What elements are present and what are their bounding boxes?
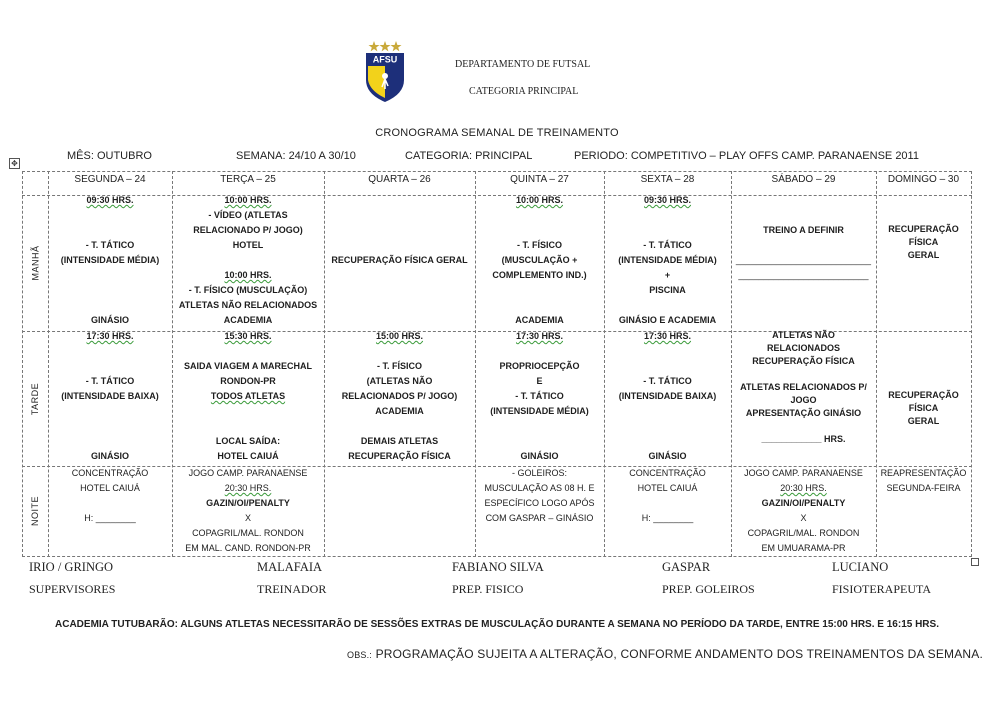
cell-noite-segunda: CONCENTRAÇÃO HOTEL CAIUÁ H: ________ bbox=[71, 468, 149, 523]
category-info: CATEGORIA: PRINCIPAL bbox=[405, 150, 533, 162]
day-header-segunda: SEGUNDA – 24 bbox=[74, 174, 146, 185]
week-info: SEMANA: 24/10 A 30/10 bbox=[236, 150, 356, 162]
training-schedule-table bbox=[22, 171, 972, 557]
month-info: MÊS: OUTUBRO bbox=[67, 150, 152, 162]
cell-tarde-sexta: 17:30 HRS. - T. TÁTICO (INTENSIDADE BAIXA) GINÁSIO bbox=[618, 331, 717, 461]
cell-manha-domingo: RECUPERAÇÃO FÍSICA GERAL bbox=[888, 224, 959, 260]
cell-noite-domingo: REAPRESENTAÇÃO SEGUNDA-FEIRA bbox=[880, 468, 967, 493]
staff-role-fisioterapeuta: FISIOTERAPEUTA bbox=[832, 582, 932, 596]
staff-name-prep-fisico: FABIANO SILVA bbox=[452, 560, 544, 574]
cell-noite-quinta: - GOLEIROS: MUSCULAÇÃO AS 08 H. E ESPECÍFICO LOGO APÓS COM GASPAR – GINÁSIO bbox=[484, 468, 595, 523]
day-header-sabado: SÁBADO – 29 bbox=[771, 174, 836, 185]
staff-role-supervisores: SUPERVISORES bbox=[29, 582, 116, 596]
day-header-quarta: QUARTA – 26 bbox=[368, 174, 431, 185]
table-resize-handle[interactable] bbox=[971, 558, 979, 566]
cell-tarde-sabado: ATLETAS NÃO RELACIONADOS RECUPERAÇÃO FÍSICA ATLETAS RELACIONADOS P/ JOGO APRESENTAÇÃO GINÁSIO ____________ HRS. bbox=[740, 330, 867, 444]
cell-tarde-quarta: 15:00 HRS. - T. FÍSICO (ATLETAS NÃO RELACIONADOS P/ JOGO) ACADEMIA DEMAIS ATLETAS RECUPERAÇÃO FÍSICA bbox=[341, 331, 458, 461]
day-header-quinta: QUINTA – 27 bbox=[510, 174, 569, 185]
department-heading: DEPARTAMENTO DE FUTSAL bbox=[455, 59, 591, 70]
cell-manha-segunda: 09:30 HRS. - T. TÁTICO (INTENSIDADE MÉDIA) GINÁSIO bbox=[60, 195, 160, 325]
cell-manha-sexta: 09:30 HRS. - T. TÁTICO (INTENSIDADE MÉDIA) + PISCINA GINÁSIO E ACADEMIA bbox=[618, 195, 717, 325]
cell-manha-terca: 10:00 HRS. - VÍDEO (ATLETAS RELACIONADO P/ JOGO) HOTEL 10:00 HRS. - T. FÍSICO (MUSCULAÇÃO) ATLETAS NÃO RELACIONADOS ACADEMIA bbox=[178, 195, 318, 325]
staff-name-supervisores: IRIO / GRINGO bbox=[29, 560, 114, 574]
staff-role-prep-fisico: PREP. FISICO bbox=[452, 582, 524, 596]
category-heading: CATEGORIA PRINCIPAL bbox=[469, 86, 579, 97]
obs-label: OBS.: bbox=[347, 650, 373, 660]
staff-role-prep-goleiros: PREP. GOLEIROS bbox=[662, 582, 755, 596]
cell-tarde-segunda: 17:30 HRS. - T. TÁTICO (INTENSIDADE BAIXA) GINÁSIO bbox=[61, 331, 159, 461]
obs-note bbox=[347, 647, 983, 661]
star-icon bbox=[391, 41, 402, 51]
period-label-noite: NOITE bbox=[30, 495, 41, 527]
day-header-sexta: SEXTA – 28 bbox=[640, 174, 695, 185]
obs-text: PROGRAMAÇÃO SUJEITA A ALTERAÇÃO, CONFORME ANDAMENTO DOS TREINAMENTOS DA SEMANA. bbox=[375, 647, 984, 661]
svg-text:AFSU: AFSU bbox=[372, 54, 398, 65]
cell-manha-quinta: 10:00 HRS. - T. FÍSICO (MUSCULAÇÃO + COMPLEMENTO IND.) ACADEMIA bbox=[492, 195, 587, 325]
cell-tarde-terca: 15:30 HRS. SAIDA VIAGEM A MARECHAL RONDON-PR TODOS ATLETAS LOCAL SAÍDA: HOTEL CAIUÁ bbox=[184, 331, 312, 461]
cell-noite-sexta: CONCENTRAÇÃO HOTEL CAIUÁ H: ________ bbox=[629, 468, 706, 523]
staff-name-prep-goleiros: GASPAR bbox=[662, 560, 711, 574]
staff-name-fisioterapeuta: LUCIANO bbox=[832, 560, 889, 574]
cell-manha-sabado: TREINO A DEFINIR ___________________________ __________________________ bbox=[735, 225, 872, 280]
day-header-domingo: DOMINGO – 30 bbox=[887, 174, 960, 185]
table-move-handle-icon[interactable]: ✥ bbox=[9, 158, 20, 169]
cell-noite-terca: JOGO CAMP. PARANAENSE 20:30 HRS. GAZIN/OI/PENALTY X COPAGRIL/MAL. RONDON EM MAL. CAND. RONDON-PR bbox=[185, 468, 311, 553]
cell-manha-quarta: RECUPERAÇÃO FÍSICA GERAL bbox=[331, 255, 468, 265]
staff-role-treinador: TREINADOR bbox=[257, 582, 327, 596]
academia-note: ACADEMIA TUTUBARÃO: ALGUNS ATLETAS NECESSITARÃO DE SESSÕES EXTRAS DE MUSCULAÇÃO DURANTE A SEMANA NO PERÍODO DA TARDE, ENTRE 15:00 HRS. E 16:15 HRS. bbox=[55, 619, 939, 630]
period-info: PERIODO: COMPETITIVO – PLAY OFFS CAMP. PARANAENSE 2011 bbox=[574, 150, 919, 162]
document-title: CRONOGRAMA SEMANAL DE TREINAMENTO bbox=[375, 127, 619, 139]
cell-noite-sabado: JOGO CAMP. PARANAENSE 20:30 HRS. GAZIN/OI/PENALTY X COPAGRIL/MAL. RONDON EM UMUARAMA-PR bbox=[744, 468, 863, 553]
star-icon bbox=[369, 41, 380, 51]
day-header-terca: TERÇA – 25 bbox=[220, 174, 276, 185]
staff-name-treinador: MALAFAIA bbox=[257, 560, 323, 574]
star-icon bbox=[380, 41, 391, 51]
cell-tarde-quinta: 17:30 HRS. PROPRIOCEPÇÃO E - T. TÁTICO (INTENSIDADE MÉDIA) GINÁSIO bbox=[490, 331, 589, 461]
period-label-manha: MANHÃ bbox=[30, 245, 41, 281]
cell-tarde-domingo: RECUPERAÇÃO FÍSICA GERAL bbox=[888, 390, 959, 426]
period-label-tarde: TARDE bbox=[30, 382, 40, 415]
afsu-logo bbox=[362, 40, 408, 104]
